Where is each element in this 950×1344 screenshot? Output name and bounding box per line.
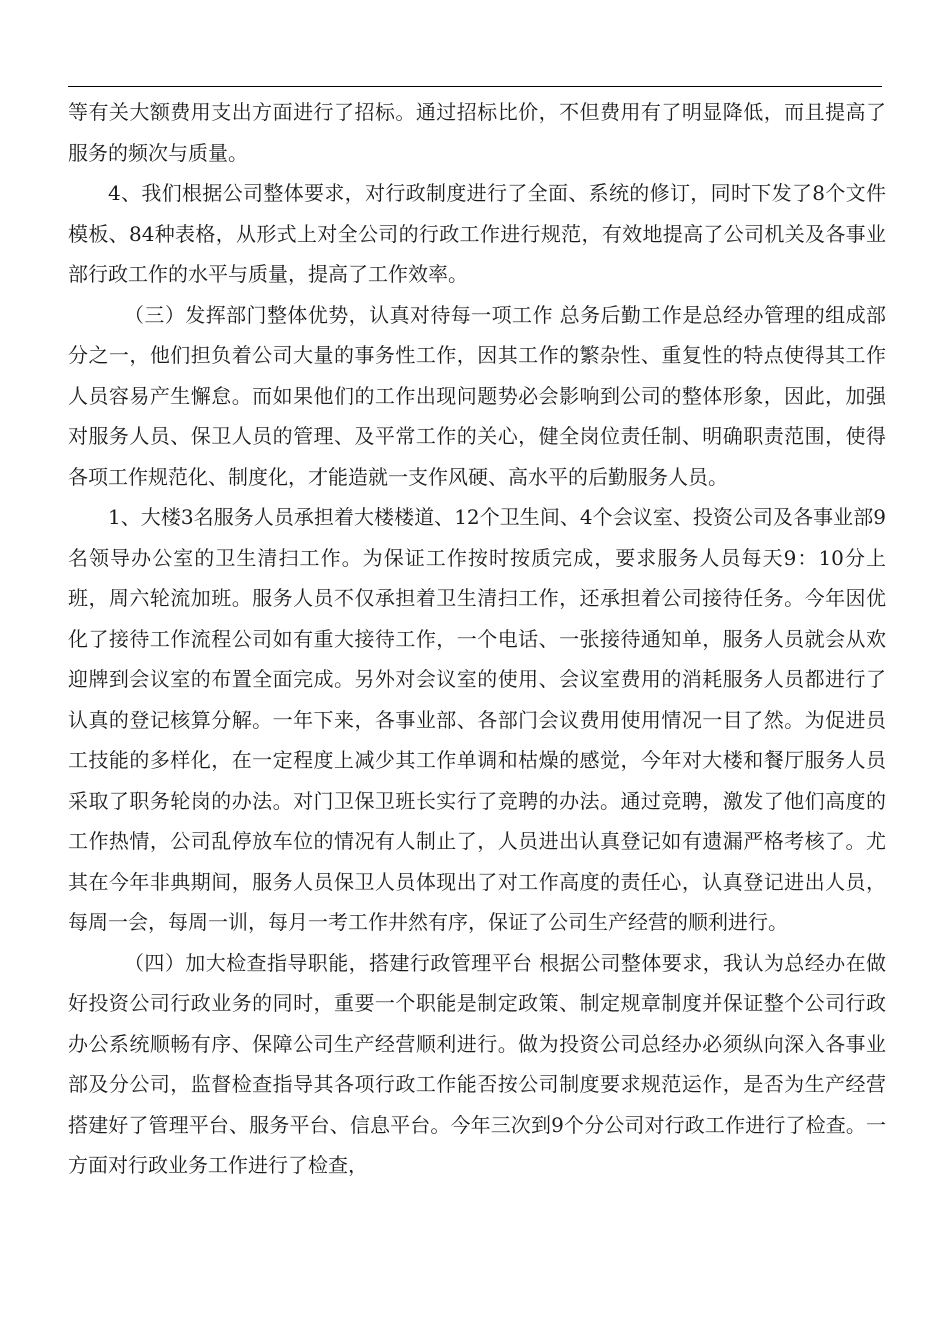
paragraph-item-1: 1、大楼3名服务人员承担着大楼楼道、12个卫生间、4个会议室、投资公司及各事业部9名领导办公室的卫生清扫工作。为保证工作按时按质完成，要求服务人员每天9：10分上班，周六轮流加班。服务人员不仅承担着卫生清扫工作，还承担着公司接待任务。今年因优化了接待工作流程公司如有重大接待工作，一个电话、一张接待通知单，服务人员就会从欢迎牌到会议室的布置全面完成。另外对会议室的使用、会议室费用的消耗服务人员都进行了认真的登记核算分解。一年下来，各事业部、各部门会议费用使用情况一目了然。为促进员工技能的多样化，在一定程度上减少其工作单调和枯燥的感觉，今年对大楼和餐厅服务人员采取了职务轮岗的办法。对门卫保卫班长实行了竞聘的办法。通过竞聘，激发了他们高度的工作热情，公司乱停放车位的情况有人制止了，人员进出认真登记如有遗漏严格考核了。尤其在今年非典期间，服务人员保卫人员体现出了对工作高度的责任心，认真登记进出人员，每周一会，每周一训，每月一考工作井然有序，保证了公司生产经营的顺利进行。 xyxy=(68,505,886,934)
paragraph-section-4: （四）加大检查指导职能，搭建行政管理平台 根据公司整体要求，我认为总经办在做好投资公司行政业务的同时，重要一个职能是制定政策、制定规章制度并保证整个公司行政办公系统顺畅有序、保障公司生产经营顺利进行。做为投资公司总经办必须纵向深入各事业部及分公司，监督检查指导其各项行政工作能否按公司制度要求规范运作，是否为生产经营搭建好了管理平台、服务平台、信息平台。今年三次到9个分公司对行政工作进行了检查。一方面对行政业务工作进行了检查， xyxy=(68,950,886,1177)
header-rule xyxy=(68,86,882,87)
paragraph-item-4: 4、我们根据公司整体要求，对行政制度进行了全面、系统的修订，同时下发了8个文件模板、84种表格，从形式上对全公司的行政工作进行规范，有效地提高了公司机关及各事业部行政工作的水平与质量，提高了工作效率。 xyxy=(68,181,886,286)
paragraph-section-3: （三）发挥部门整体优势，认真对待每一项工作 总务后勤工作是总经办管理的组成部分之一，他们担负着公司大量的事务性工作，因其工作的繁杂性、重复性的特点使得其工作人员容易产生懈怠。而如果他们的工作出现问题势必会影响到公司的整体形象，因此，加强对服务人员、保卫人员的管理、及平常工作的关心，健全岗位责任制、明确职责范围，使得各项工作规范化、制度化，才能造就一支作风硬、高水平的后勤服务人员。 xyxy=(68,302,886,489)
document-body xyxy=(68,92,886,1186)
paragraph-continuation: 等有关大额费用支出方面进行了招标。通过招标比价，不但费用有了明显降低，而且提高了服务的频次与质量。 xyxy=(68,100,886,165)
